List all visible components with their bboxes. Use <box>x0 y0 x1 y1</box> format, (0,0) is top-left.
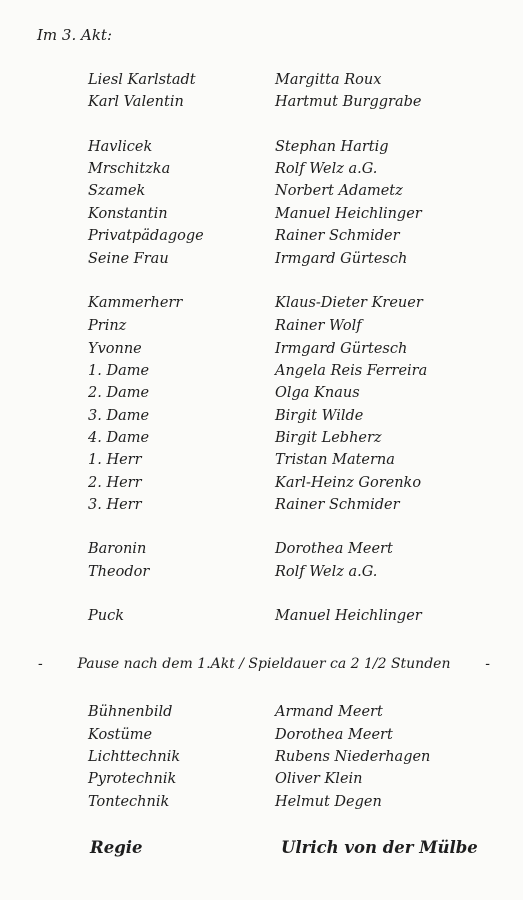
act-heading: Im 3. Akt: <box>37 26 112 44</box>
cast-row <box>0 318 523 338</box>
cast-row <box>0 251 523 271</box>
role-name: Puck <box>88 608 125 624</box>
cast-row <box>0 452 523 472</box>
pause-dash-left: - <box>38 656 43 672</box>
crew-row <box>0 771 523 791</box>
role-name: Karl Valentin <box>88 94 184 110</box>
actor-name: Manuel Heichlinger <box>275 206 422 222</box>
role-name: Konstantin <box>88 206 168 222</box>
crew-member: Rubens Niederhagen <box>275 749 431 765</box>
crew-row <box>0 704 523 724</box>
crew-row <box>0 749 523 769</box>
crew-row <box>0 727 523 747</box>
actor-name: Birgit Lebherz <box>275 430 382 446</box>
pause-dash-right: - <box>485 656 490 672</box>
actor-name: Hartmut Burggrabe <box>275 94 422 110</box>
actor-name: Birgit Wilde <box>275 408 364 424</box>
pause-text: Pause nach dem 1.Akt / Spieldauer ca 2 1/2 Stunden <box>77 656 451 672</box>
role-name: Baronin <box>88 541 147 557</box>
crew-function: Lichttechnik <box>88 749 181 765</box>
role-name: 3. Dame <box>88 408 150 424</box>
role-name: 3. Herr <box>88 497 142 513</box>
cast-row <box>0 564 523 584</box>
cast-row <box>0 497 523 517</box>
cast-row <box>0 161 523 181</box>
cast-row <box>0 408 523 428</box>
crew-member: Helmut Degen <box>275 794 382 810</box>
actor-name: Angela Reis Ferreira <box>275 363 428 379</box>
cast-row <box>0 94 523 114</box>
actor-name: Olga Knaus <box>275 385 360 401</box>
role-name: Kammerherr <box>88 295 183 311</box>
cast-row <box>0 72 523 92</box>
role-name: 4. Dame <box>88 430 150 446</box>
actor-name: Irmgard Gürtesch <box>275 341 408 357</box>
crew-member: Oliver Klein <box>275 771 363 787</box>
actor-name: Rainer Schmider <box>275 228 400 244</box>
cast-row <box>0 183 523 203</box>
actor-name: Manuel Heichlinger <box>275 608 422 624</box>
role-name: 2. Dame <box>88 385 150 401</box>
cast-row <box>0 363 523 383</box>
role-name: 1. Herr <box>88 452 142 468</box>
role-name: Havlicek <box>88 139 153 155</box>
role-name: 1. Dame <box>88 363 150 379</box>
actor-name: Stephan Hartig <box>275 139 389 155</box>
crew-member: Armand Meert <box>275 704 383 720</box>
crew-function: Tontechnik <box>88 794 170 810</box>
cast-row <box>0 385 523 405</box>
role-name: Liesl Karlstadt <box>88 72 196 88</box>
cast-row <box>0 341 523 361</box>
crew-member: Dorothea Meert <box>275 727 393 743</box>
cast-row <box>0 475 523 495</box>
actor-name: Norbert Adametz <box>275 183 403 199</box>
actor-name: Klaus-Dieter Kreuer <box>275 295 423 311</box>
actor-name: Irmgard Gürtesch <box>275 251 408 267</box>
actor-name: Dorothea Meert <box>275 541 393 557</box>
cast-row <box>0 139 523 159</box>
role-name: Theodor <box>88 564 150 580</box>
role-name: Mrschitzka <box>88 161 171 177</box>
role-name: Privatpädagoge <box>88 228 204 244</box>
actor-name: Margitta Roux <box>275 72 382 88</box>
crew-function: Bühnenbild <box>88 704 173 720</box>
actor-name: Tristan Materna <box>275 452 395 468</box>
cast-row <box>0 430 523 450</box>
role-name: Seine Frau <box>88 251 169 267</box>
cast-row <box>0 608 523 628</box>
role-name: 2. Herr <box>88 475 142 491</box>
pause-note <box>38 656 490 672</box>
cast-row <box>0 541 523 561</box>
actor-name: Rainer Schmider <box>275 497 400 513</box>
cast-row <box>0 206 523 226</box>
direction-label: Regie <box>90 838 143 857</box>
role-name: Yvonne <box>88 341 142 357</box>
crew-function: Pyrotechnik <box>88 771 177 787</box>
role-name: Szamek <box>88 183 146 199</box>
crew-row <box>0 794 523 814</box>
role-name: Prinz <box>88 318 127 334</box>
cast-row <box>0 295 523 315</box>
actor-name: Rainer Wolf <box>275 318 362 334</box>
director-name: Ulrich von der Mülbe <box>281 838 478 857</box>
actor-name: Rolf Welz a.G. <box>275 564 378 580</box>
actor-name: Karl-Heinz Gorenko <box>275 475 422 491</box>
crew-function: Kostüme <box>88 727 153 743</box>
cast-row <box>0 228 523 248</box>
direction-row <box>0 838 523 862</box>
actor-name: Rolf Welz a.G. <box>275 161 378 177</box>
